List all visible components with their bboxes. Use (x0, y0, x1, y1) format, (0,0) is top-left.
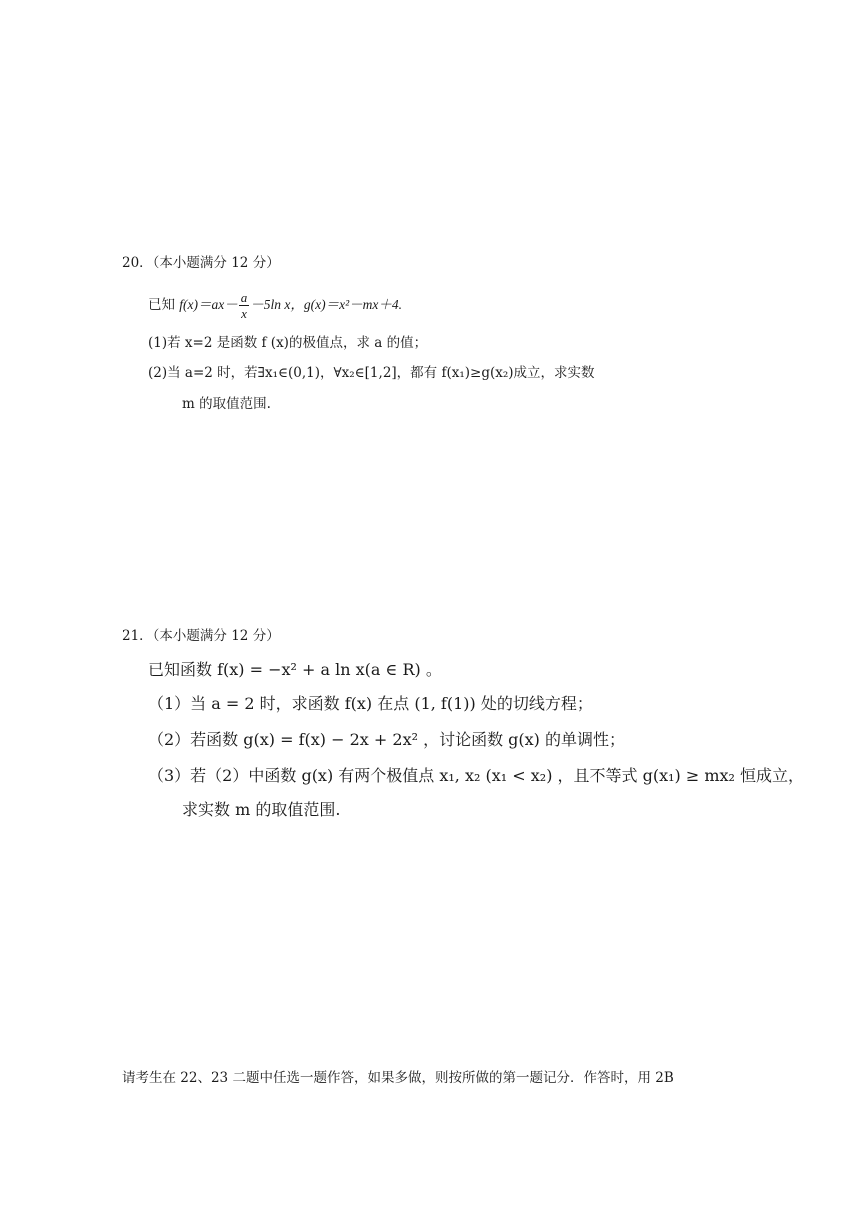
q20-part1: (1)若 x=2 是函数 f (x)的极值点，求 a 的值； (148, 335, 428, 351)
q20-given (148, 290, 402, 321)
q20-frac-den: x (241, 306, 247, 321)
q20-given-prefix: 已知 (148, 297, 175, 313)
q20-fx-lhs: f(x)＝ax－ (179, 297, 238, 312)
q21-part3-line2: 求实数 m 的取值范围. (182, 800, 341, 819)
q20-frac-num: a (240, 290, 248, 305)
q21-part1: （1）当 a = 2 时，求函数 f(x) 在点 (1, f(1)) 处的切线方程； (148, 694, 593, 713)
q20-fx-rest: －5ln x，g(x)＝x²－mx＋4. (250, 297, 403, 312)
q20-fraction (239, 290, 250, 321)
q21-part3-line1: （3）若（2）中函数 g(x) 有两个极值点 x₁, x₂ (x₁ < x₂) ，且不等式 g(x₁) ≥ mx₂ 恒成立， (148, 766, 805, 785)
selection-note: 请考生在 22、23 二题中任选一题作答，如果多做，则按所做的第一题记分．作答时，用 2B (122, 1070, 674, 1086)
q21-given: 已知函数 f(x) = −x² + a ln x(a ∈ R) 。 (148, 660, 442, 679)
q20-part2-line2: m 的取值范围. (182, 396, 271, 412)
q20-header: 20．（本小题满分 12 分） (122, 255, 280, 271)
q21-part2: （2）若函数 g(x) = f(x) − 2x + 2x² ，讨论函数 g(x) 的单调性； (148, 730, 626, 749)
q20-part2-line1: (2)当 a=2 时，若∃x₁∈(0,1)，∀x₂∈[1,2]，都有 f(x₁)≥g(x₂)成立，求实数 (148, 365, 595, 381)
q21-header: 21．（本小题满分 12 分） (122, 628, 280, 644)
